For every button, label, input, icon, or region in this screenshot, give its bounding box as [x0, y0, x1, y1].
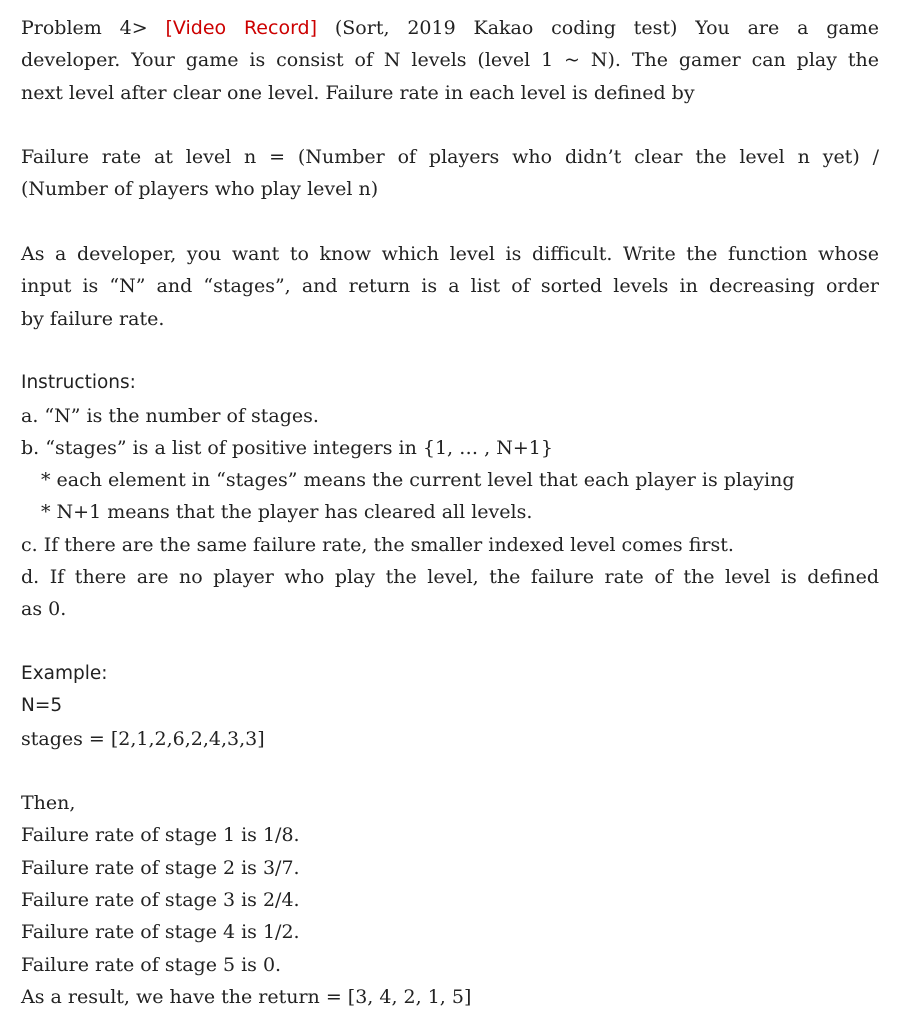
problem-line-3: next level after clear one level. Failure rate in each level is defined by — [21, 81, 695, 104]
failure-rate-stage-4: Failure rate of stage 4 is 1/2. — [21, 921, 300, 944]
instruction-d-line-2: as 0. — [21, 598, 67, 621]
spacer — [21, 755, 879, 787]
instruction-a: a. “N” is the number of stages. — [21, 404, 319, 427]
failure-rate-stage-1: Failure rate of stage 1 is 1/8. — [21, 824, 300, 847]
spacer — [21, 335, 879, 367]
example-n: N=5 — [21, 695, 63, 717]
spacer — [21, 626, 879, 658]
example-heading: Example: — [21, 662, 108, 684]
task-line-3: by failure rate. — [21, 307, 165, 330]
definition-line-2: (Number of players who play level n) — [21, 178, 379, 201]
instruction-b-note-1: * each element in “stages” means the current level that each player is playing — [41, 469, 795, 492]
instruction-b-note-2: * N+1 means that the player has cleared all levels. — [41, 501, 533, 524]
then-heading: Then, — [21, 792, 76, 815]
spacer — [21, 206, 879, 238]
example-stages: stages = [2,1,2,6,2,4,3,3] — [21, 727, 265, 750]
task-line-2: input is “N” and “stages”, and return is a list of sorted levels in decreasing order — [21, 275, 879, 298]
result-line: As a result, we have the return = [3, 4, 2, 1, 5] — [21, 985, 472, 1008]
failure-rate-stage-2: Failure rate of stage 2 is 3/7. — [21, 856, 300, 879]
problem-document — [21, 12, 879, 1013]
problem-line-2: developer. Your game is consist of N levels (level 1 ~ N). The gamer can play the — [21, 49, 879, 72]
failure-rate-stage-3: Failure rate of stage 3 is 2/4. — [21, 889, 300, 912]
spacer — [21, 109, 879, 141]
problem-intro-text: (Sort, 2019 Kakao coding test) You are a game — [317, 17, 879, 39]
definition-line-1: Failure rate at level n = (Number of players who didn’t clear the level n yet) / — [21, 146, 879, 169]
instructions-heading: Instructions: — [21, 372, 136, 394]
instruction-d-line-1: d. If there are no player who play the level, the failure rate of the level is defined — [21, 566, 879, 589]
instruction-c: c. If there are the same failure rate, the smaller indexed level comes first. — [21, 533, 734, 556]
problem-line-1 — [21, 12, 879, 44]
failure-rate-stage-5: Failure rate of stage 5 is 0. — [21, 953, 282, 976]
problem-label: Problem 4> — [21, 17, 166, 39]
instruction-b: b. “stages” is a list of positive integers in {1, … , N+1} — [21, 436, 553, 459]
task-line-1: As a developer, you want to know which level is difficult. Write the function whose — [21, 243, 879, 266]
video-record-label: [Video Record] — [165, 17, 318, 39]
